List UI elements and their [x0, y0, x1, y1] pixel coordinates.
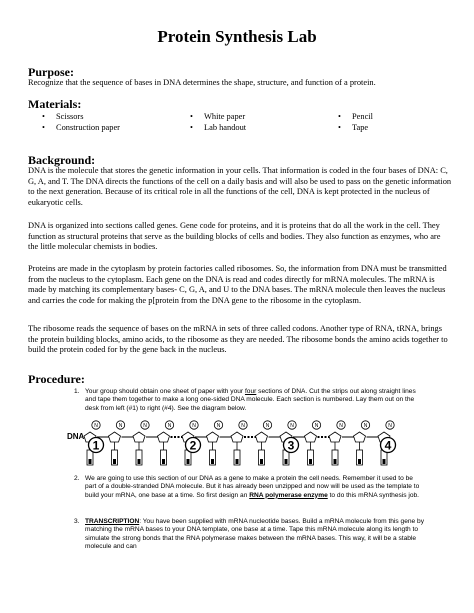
- materials-item: • Construction paper: [40, 123, 120, 134]
- sugar-shape: [158, 432, 170, 442]
- procedure-heading: Procedure:: [28, 372, 85, 386]
- base-mark: [113, 459, 116, 464]
- step-number: 2.: [74, 475, 80, 482]
- sugar-shape: [256, 432, 268, 442]
- materials-heading: Materials:: [28, 97, 82, 111]
- phosphate-label: N: [94, 423, 98, 429]
- phosphate-label: N: [290, 423, 294, 429]
- base-mark: [383, 459, 386, 464]
- base-mark: [211, 459, 214, 464]
- sugar-shape: [354, 432, 366, 442]
- nucleotide: [305, 421, 333, 465]
- sugar-shape: [231, 432, 243, 442]
- procedure-step-1: 1. Your group should obtain one sheet of paper with your four sections of DNA. Cut the strips out along straight lines and tape them together to make a long one-sided DNA molecule. Each section is numbered. Lay them out on the desk from left (#1) to right (#4). See the diagram below.: [74, 388, 416, 412]
- phosphate-label: N: [143, 423, 147, 429]
- nucleotide: [231, 421, 259, 465]
- section-number-1: [89, 438, 104, 453]
- dna-nucleotide-chain: [84, 421, 394, 465]
- base-mark: [309, 459, 312, 464]
- materials-list-col-1: [40, 112, 120, 133]
- phosphate-label: N: [363, 423, 368, 429]
- materials-item: • White paper: [188, 112, 246, 123]
- sugar-shape: [133, 432, 145, 442]
- nucleotide: [158, 421, 186, 465]
- base-mark: [260, 459, 263, 464]
- base-mark: [358, 459, 361, 464]
- background-paragraph: The ribosome reads the sequence of bases on the mRNA in sets of three called codons. Another type of RNA, tRNA, brings the protein building blocks, amino acids, to the ribosome as they are needed. The ribosome bonds the amino acids together to build the protein coded for by the gene back in the nucleus.: [28, 324, 448, 355]
- background-paragraph: Proteins are made in the cytoplasm by protein factories called ribosomes. So, the information from DNA must be transmitted from the nucleus to the cytoplasm. Each gene on the DNA is read and codes directly for mRNA molecules. The mRNA is made by matching its complementary bases- C, G, A, and U to the DNA bases. The mRNA molecule then leaves the nucleus and carries the code for making the p[protein from the DNA gene to the ribosome in the cytoplasm.: [28, 264, 447, 305]
- base-mark: [236, 459, 239, 464]
- materials-item: • Lab handout: [188, 123, 246, 134]
- materials-list-col-3: [336, 112, 373, 133]
- base-mark: [334, 459, 337, 464]
- nucleotide: [256, 421, 284, 465]
- base-mark: [162, 459, 165, 464]
- phosphate-label: N: [388, 423, 392, 429]
- materials-item: • Scissors: [40, 112, 120, 123]
- phosphate-label: N: [314, 423, 319, 429]
- base-mark: [285, 459, 288, 464]
- section-number-label: 3: [287, 438, 295, 453]
- phosphate-label: N: [216, 423, 221, 429]
- procedure-step-3: 3. TRANSCRIPTION: You have been supplied with mRNA nucleotide bases. Build a mRNA molecule from this gene by matching the mRNA bases to your DNA template, one base at a time. Tape this mRNA molecule along its length to simulate the strong bonds that the RNA polymerase makes between the mRNA bases. This way, it will be a stable molecule and can: [74, 518, 425, 550]
- sugar-shape: [329, 432, 341, 442]
- phosphate-label: N: [192, 423, 196, 429]
- phosphate-label: N: [265, 423, 270, 429]
- sugar-shape: [305, 432, 317, 442]
- procedure-step-2: 2. We are going to use this section of our DNA as a gene to make a protein the cell needs. Remember it used to be part of a double-stranded DNA molecule. But it has already been unzipped and now will be used as the template to build your mRNA, one base at a time. So first design an RNA polymerase enzyme to do this mRNA synthesis job.: [74, 475, 420, 499]
- sugar-shape: [207, 432, 219, 442]
- phosphate-label: N: [167, 423, 172, 429]
- sugar-shape: [109, 432, 121, 442]
- phosphate-label: N: [118, 423, 123, 429]
- nucleotide: [329, 421, 357, 465]
- purpose-text: Recognize that the sequence of bases in DNA determines the shape, structure, and function of a protein.: [28, 78, 376, 87]
- materials-item: • Tape: [336, 123, 373, 134]
- nucleotide: [207, 421, 235, 465]
- background-paragraph: DNA is the molecule that stores the genetic information in your cells. That information is coded in the four bases of DNA: C, G, A, and T. The DNA directs the functions of the cell on a daily basis and will also be used to pass on the genetic information to the next generation. Because of its critical role in all the functions of the cell, DNA is kept protected in the nucleus of eukaryotic cells.: [28, 166, 452, 207]
- base-mark: [187, 459, 190, 464]
- section-number-label: 1: [92, 438, 100, 453]
- dna-strip-diagram: [66, 415, 426, 471]
- page-title: Protein Synthesis Lab: [157, 27, 317, 46]
- nucleotide: [109, 421, 137, 465]
- base-mark: [138, 459, 141, 464]
- section-number-2: [186, 438, 201, 453]
- materials-item: • Pencil: [336, 112, 373, 123]
- base-mark: [89, 459, 92, 464]
- nucleotide: [133, 421, 161, 465]
- dna-label: DNA: [67, 432, 85, 441]
- section-number-label: 4: [384, 438, 392, 453]
- section-number-label: 2: [189, 438, 197, 453]
- background-paragraph: DNA is organized into sections called genes. Gene code for proteins, and it is proteins that do all the work in the cell. They function as structural proteins that serve as the building blocks of cells and bodies. They also function as enzymes, who are the little molecular chemists in bodies.: [28, 221, 441, 252]
- nucleotide: [354, 421, 382, 465]
- section-number-3: [284, 438, 299, 453]
- step-number: 3.: [74, 518, 80, 525]
- purpose-heading: Purpose:: [28, 65, 74, 79]
- step-number: 1.: [74, 388, 80, 395]
- materials-list-col-2: [188, 112, 246, 133]
- background-heading: Background:: [28, 153, 96, 167]
- section-number-4: [381, 438, 396, 453]
- phosphate-label: N: [339, 423, 343, 429]
- phosphate-label: N: [241, 423, 245, 429]
